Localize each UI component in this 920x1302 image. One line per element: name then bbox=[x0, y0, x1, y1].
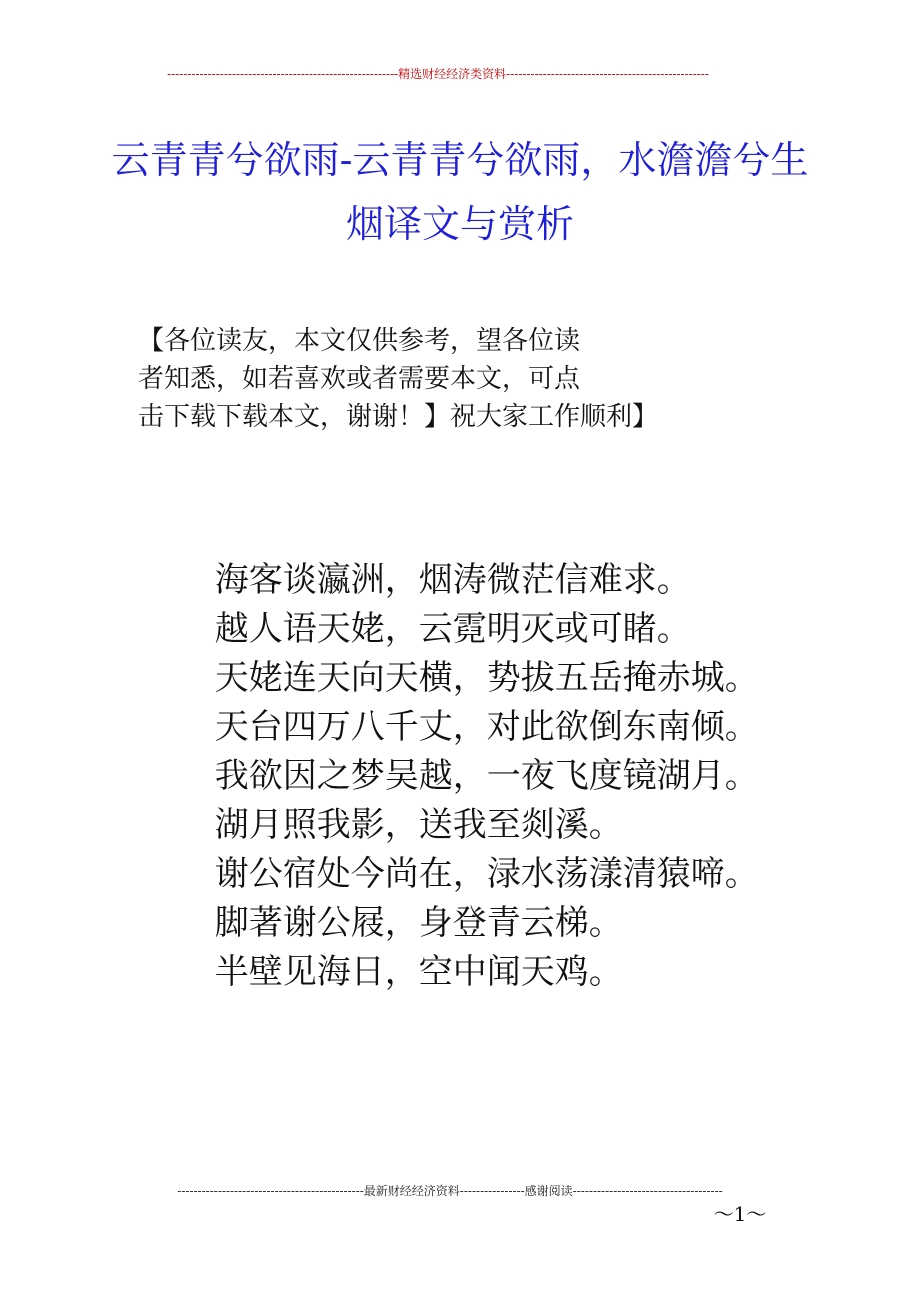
poem-line: 海客谈瀛洲，烟涛微茫信难求。 bbox=[214, 560, 691, 600]
notice-line-2: 者知悉，如若喜欢或者需要本文，可点 bbox=[138, 364, 581, 394]
poem-line: 脚著谢公屐，身登青云梯。 bbox=[214, 903, 623, 943]
poem-line: 天姥连天向天横，势拔五岳掩赤城。 bbox=[214, 658, 759, 698]
poem-body bbox=[140, 556, 790, 997]
reader-notice bbox=[138, 322, 778, 436]
document-title: 云青青兮欲雨-云青青兮欲雨，水澹澹兮生烟译文与赏析 bbox=[111, 138, 809, 246]
notice-line-1: 【各位读友，本文仅供参考，望各位读 bbox=[138, 326, 581, 356]
poem-line: 谢公宿处今尚在，渌水荡漾清猿啼。 bbox=[214, 854, 759, 894]
page-header: ---------------------------------------------------------精选财经经济类资料-------------------------------------------------- bbox=[167, 67, 709, 81]
page-number: ～1～ bbox=[713, 1202, 767, 1226]
poem-line: 半壁见海日，空中闻天鸡。 bbox=[214, 952, 623, 992]
page-footer: ----------------------------------------------最新财经经济资料----------------感谢阅读------------------------------------- bbox=[177, 1184, 723, 1198]
poem-line: 湖月照我影，送我至剡溪。 bbox=[214, 805, 623, 845]
notice-line-3: 击下载下载本文，谢谢！】祝大家工作顺利】 bbox=[138, 402, 659, 432]
poem-line: 越人语天姥，云霓明灭或可睹。 bbox=[214, 609, 691, 649]
poem-line: 天台四万八千丈，对此欲倒东南倾。 bbox=[214, 707, 759, 747]
poem-line: 我欲因之梦吴越，一夜飞度镜湖月。 bbox=[214, 756, 759, 796]
